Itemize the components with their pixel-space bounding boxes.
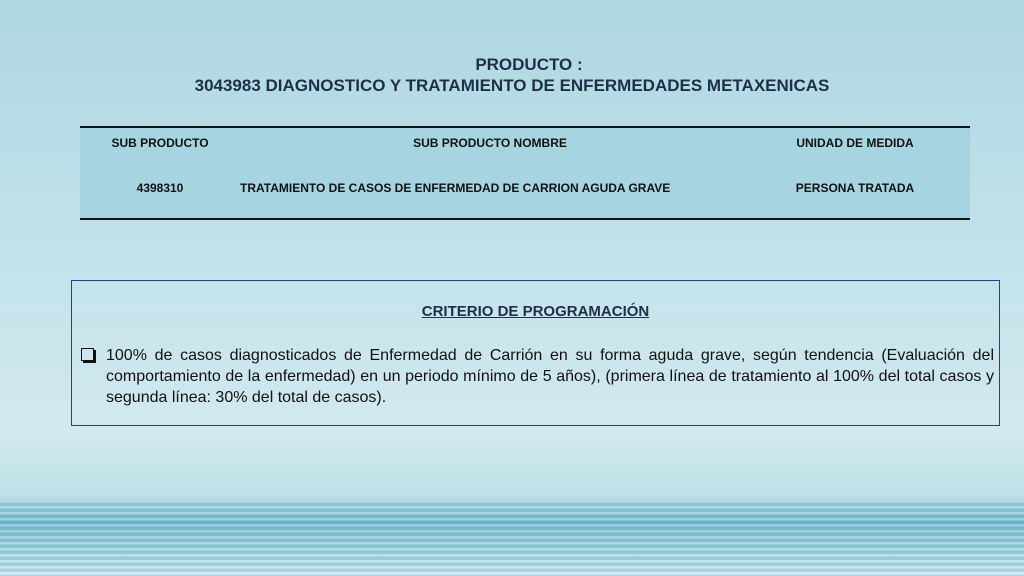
water-decoration bbox=[0, 500, 1024, 576]
criteria-bullet bbox=[81, 345, 994, 408]
column-header-unidad-de-medida: UNIDAD DE MEDIDA bbox=[796, 136, 914, 150]
table-header bbox=[80, 128, 970, 158]
cell-sub-producto: 4398310 bbox=[136, 181, 184, 195]
column-header-sub-producto: SUB PRODUCTO bbox=[111, 136, 209, 150]
page-title-line-1: PRODUCTO : bbox=[475, 55, 583, 74]
page-title-line-2: 3043983 DIAGNOSTICO Y TRATAMIENTO DE ENFERMEDADES METAXENICAS bbox=[194, 76, 830, 95]
criteria-text: 100% de casos diagnosticados de Enfermedad de Carrión en su forma aguda grave, según tendencia (Evaluación del comportamiento de la enfermedad) en un periodo mínimo de 5 años), (primera línea de tratamiento al 100% del total casos y segunda línea: 30% del total de casos). bbox=[106, 347, 994, 406]
table-row bbox=[80, 158, 970, 218]
criteria-title: CRITERIO DE PROGRAMACIÓN bbox=[421, 303, 650, 320]
criteria-box bbox=[71, 280, 1000, 426]
checkbox-bullet-icon bbox=[81, 348, 94, 361]
cell-unidad-de-medida: PERSONA TRATADA bbox=[795, 181, 915, 195]
product-table bbox=[80, 126, 970, 220]
column-header-sub-producto-nombre: SUB PRODUCTO NOMBRE bbox=[413, 136, 567, 150]
cell-sub-producto-nombre: TRATAMIENTO DE CASOS DE ENFERMEDAD DE CARRION AGUDA GRAVE bbox=[240, 180, 671, 195]
